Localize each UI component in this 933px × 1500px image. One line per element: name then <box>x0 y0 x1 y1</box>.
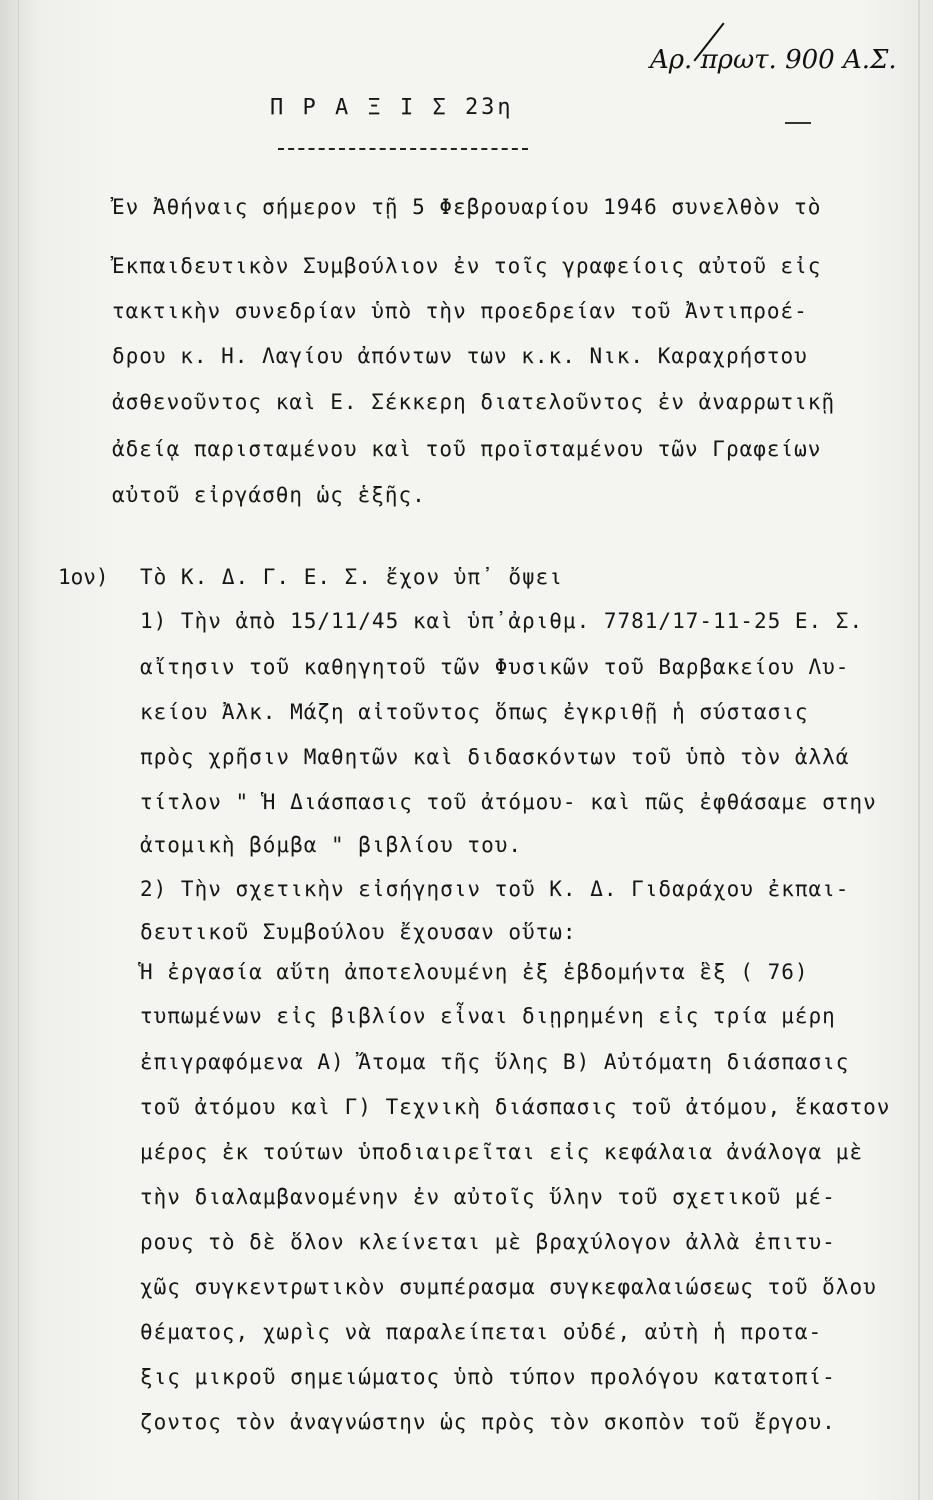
section-number: 1ον) <box>58 565 109 589</box>
binding-edge <box>18 0 19 1500</box>
section-line: ξις μικροῦ σημειώματος ὑπὸ τύπον προλόγου κατατοπί- <box>140 1365 836 1389</box>
section-line: αἴτησιν τοῦ καθηγητοῦ τῶν Φυσικῶν τοῦ Βαρβακείου Λυ- <box>140 655 850 679</box>
section-line: τοῦ ἀτόμου καὶ Γ) Τεχνικὴ διάσπασις τοῦ ἀτόμου, ἕκαστον <box>140 1095 891 1119</box>
intro-line: Ἐκπαιδευτικὸν Συμβούλιον ἐν τοῖς γραφείοις αὐτοῦ εἰς <box>112 254 822 278</box>
title-underline <box>278 148 528 150</box>
section-line: 1) Τὴν ἀπὸ 15/11/45 καὶ ὑπ᾽ἀριθμ. 7781/17-11-25 Ε. Σ. <box>140 609 864 633</box>
section-line: ρους τὸ δὲ ὅλον κλείνεται μὲ βραχύλογον ἀλλὰ ἐπιτυ- <box>140 1230 836 1254</box>
section-line: μέρος ἐκ τούτων ὑποδιαιρεῖται εἰς κεφάλαια ἀνάλογα μὲ <box>140 1140 864 1164</box>
intro-line: αὐτοῦ εἰργάσθη ὡς ἑξῆς. <box>112 483 426 507</box>
intro-line: Ἐν Ἀθήναις σήμερον τῇ 5 Φεβρουαρίου 1946 συνελθὸν τὸ <box>112 195 822 219</box>
section-line: τυπωμένων εἰς βιβλίον εἶναι διῃρημένη εἰς τρία μέρη <box>140 1004 836 1028</box>
handwritten-protocol-annotation: Αρ. πρωτ. 900 Α.Σ. <box>650 45 897 75</box>
section-line: Ἡ ἐργασία αὕτη ἀποτελουμένη ἐξ ἑβδομήντα ἓξ ( 76) <box>140 960 809 984</box>
section-line: Τὸ Κ. Δ. Γ. Ε. Σ. ἔχον ὑπ᾽ ὄψει <box>140 565 563 589</box>
page-edge <box>918 0 920 1500</box>
section-line: ἐπιγραφόμενα Α) Ἄτομα τῆς ὕλης Β) Αὐτόματη διάσπασις <box>140 1050 850 1074</box>
section-line: τὴν διαλαμβανομένην ἐν αὐτοῖς ὕλην τοῦ σχετικοῦ μέ- <box>140 1185 836 1209</box>
document-title: Π Ρ Α Ξ Ι Σ 23η <box>270 95 514 120</box>
section-line: χῶς συγκεντρωτικὸν συμπέρασμα συγκεφαλαιώσεως τοῦ ὅλου <box>140 1275 877 1299</box>
intro-line: δρου κ. Η. Λαγίου ἀπόντων των κ.κ. Νικ. Καραχρήστου <box>112 344 808 368</box>
section-line: τίτλον " Ἡ Διάσπασις τοῦ ἀτόμου- καὶ πῶς ἐφθάσαμε στην <box>140 790 877 814</box>
section-line: πρὸς χρῆσιν Μαθητῶν καὶ διδασκόντων τοῦ ὑπὸ τὸν ἀλλά <box>140 745 850 769</box>
section-line: 2) Τὴν σχετικὴν εἰσήγησιν τοῦ Κ. Δ. Γιδαράχου ἐκπαι- <box>140 877 850 901</box>
section-line: κείου Ἀλκ. Μάζη αἰτοῦντος ὅπως ἐγκριθῇ ἡ σύστασις <box>140 700 809 724</box>
intro-line: ἀδείᾳ παρισταμένου καὶ τοῦ προϊσταμένου τῶν Γραφείων <box>112 437 822 461</box>
section-line: ζοντος τὸν ἀναγνώστην ὡς πρὸς τὸν σκοπὸν τοῦ ἔργου. <box>140 1410 836 1434</box>
margin-dash <box>785 122 811 124</box>
section-line: δευτικοῦ Συμβούλου ἔχουσαν οὕτω: <box>140 920 577 944</box>
intro-line: ἀσθενοῦντος καὶ Ε. Σέκκερη διατελοῦντος ἐν ἀναρρωτικῇ <box>112 390 836 414</box>
section-line: θέματος, χωρὶς νὰ παραλείπεται οὐδέ, αὐτὴ ἡ προτα- <box>140 1320 823 1344</box>
intro-line: τακτικὴν συνεδρίαν ὑπὸ τὴν προεδρείαν τοῦ Ἀντιπροέ- <box>112 299 808 323</box>
section-line: ἀτομικὴ βόμβα " βιβλίου του. <box>140 833 523 857</box>
